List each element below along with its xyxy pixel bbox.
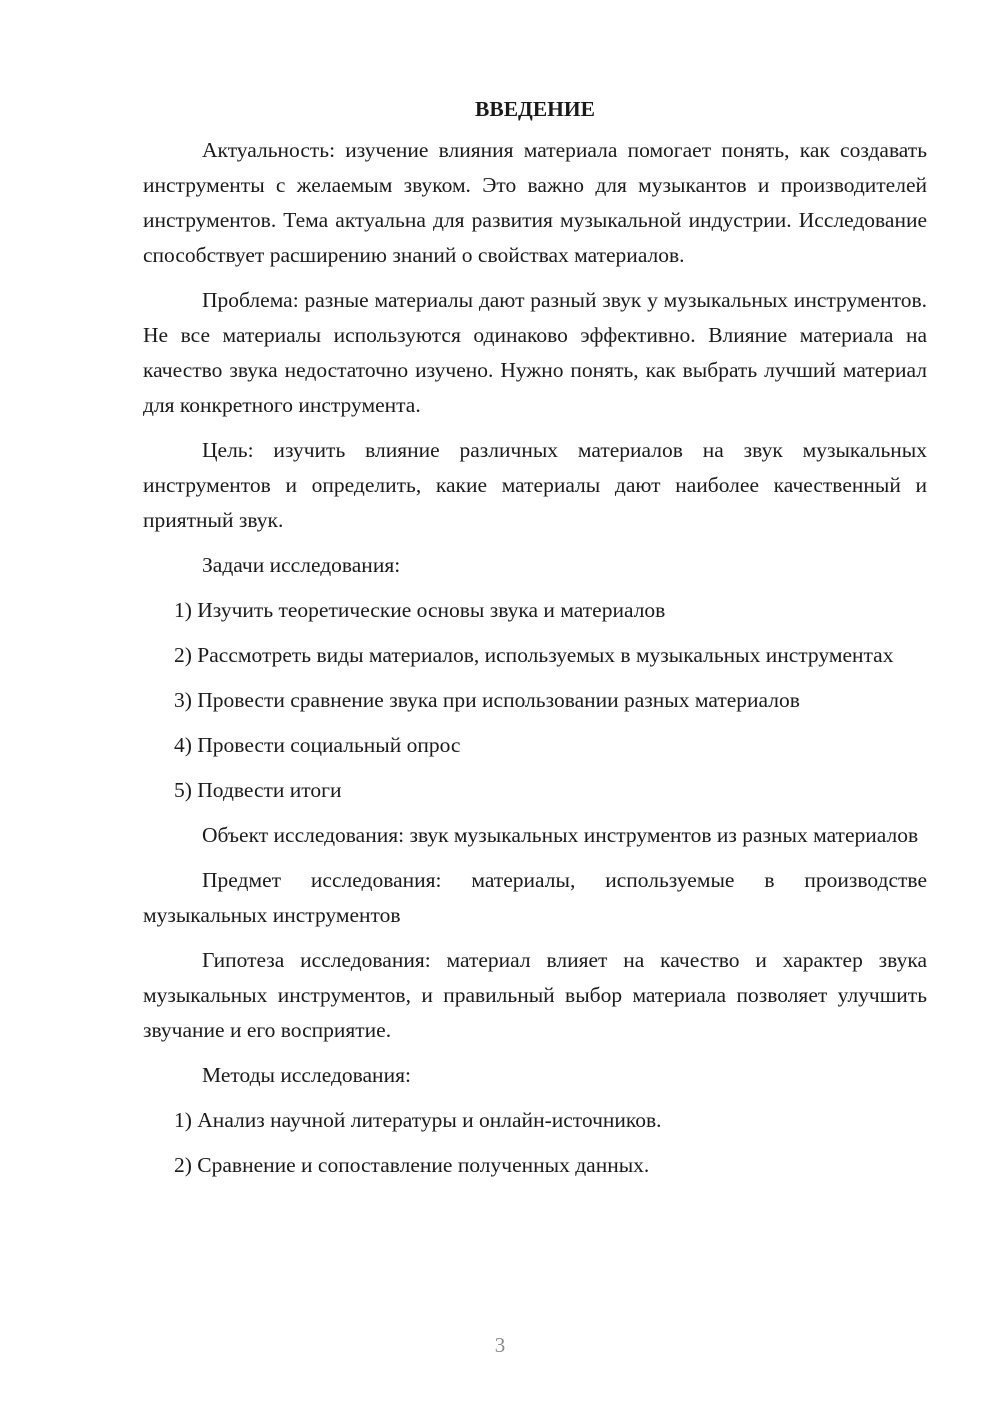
task-item-4: 4) Провести социальный опрос xyxy=(174,733,461,757)
tasks-heading: Задачи исследования: xyxy=(202,553,401,577)
subject-paragraph: Предмет исследования: материалы, используемые в производстве музыкальных инструментов xyxy=(143,868,927,927)
page-number: 3 xyxy=(494,1333,506,1357)
document-page xyxy=(143,92,927,1193)
relevance-paragraph: Актуальность: изучение влияния материала помогает понять, как создавать инструменты с желаемым звуком. Это важно для музыкантов и производителей инструментов. Тема актуальна для развития музыкальной индустрии. Исследование способствует расширению знаний о свойствах материалов. xyxy=(143,138,927,267)
hypothesis-paragraph: Гипотеза исследования: материал влияет на качество и характер звука музыкальных инструментов, и правильный выбор материала позволяет улучшить звучание и его восприятие. xyxy=(143,948,927,1042)
task-item-1: 1) Изучить теоретические основы звука и материалов xyxy=(174,598,666,622)
problem-paragraph: Проблема: разные материалы дают разный звук у музыкальных инструментов. Не все материалы используются одинаково эффективно. Влияние материала на качество звука недостаточно изучено. Нужно понять, как выбрать лучший материал для конкретного инструмента. xyxy=(143,288,927,417)
task-item-3: 3) Провести сравнение звука при использовании разных материалов xyxy=(174,688,800,712)
task-item-5: 5) Подвести итоги xyxy=(174,778,342,802)
task-item-2: 2) Рассмотреть виды материалов, используемых в музыкальных инструментах xyxy=(174,643,894,667)
method-item-2: 2) Сравнение и сопоставление полученных данных. xyxy=(174,1153,650,1177)
page-title: ВВЕДЕНИЕ xyxy=(475,97,595,121)
object-paragraph: Объект исследования: звук музыкальных инструментов из разных материалов xyxy=(202,823,919,847)
goal-paragraph: Цель: изучить влияние различных материалов на звук музыкальных инструментов и определить, какие материалы дают наиболее качественный и приятный звук. xyxy=(143,438,927,532)
method-item-1: 1) Анализ научной литературы и онлайн-источников. xyxy=(174,1108,662,1132)
methods-heading: Методы исследования: xyxy=(202,1063,411,1087)
